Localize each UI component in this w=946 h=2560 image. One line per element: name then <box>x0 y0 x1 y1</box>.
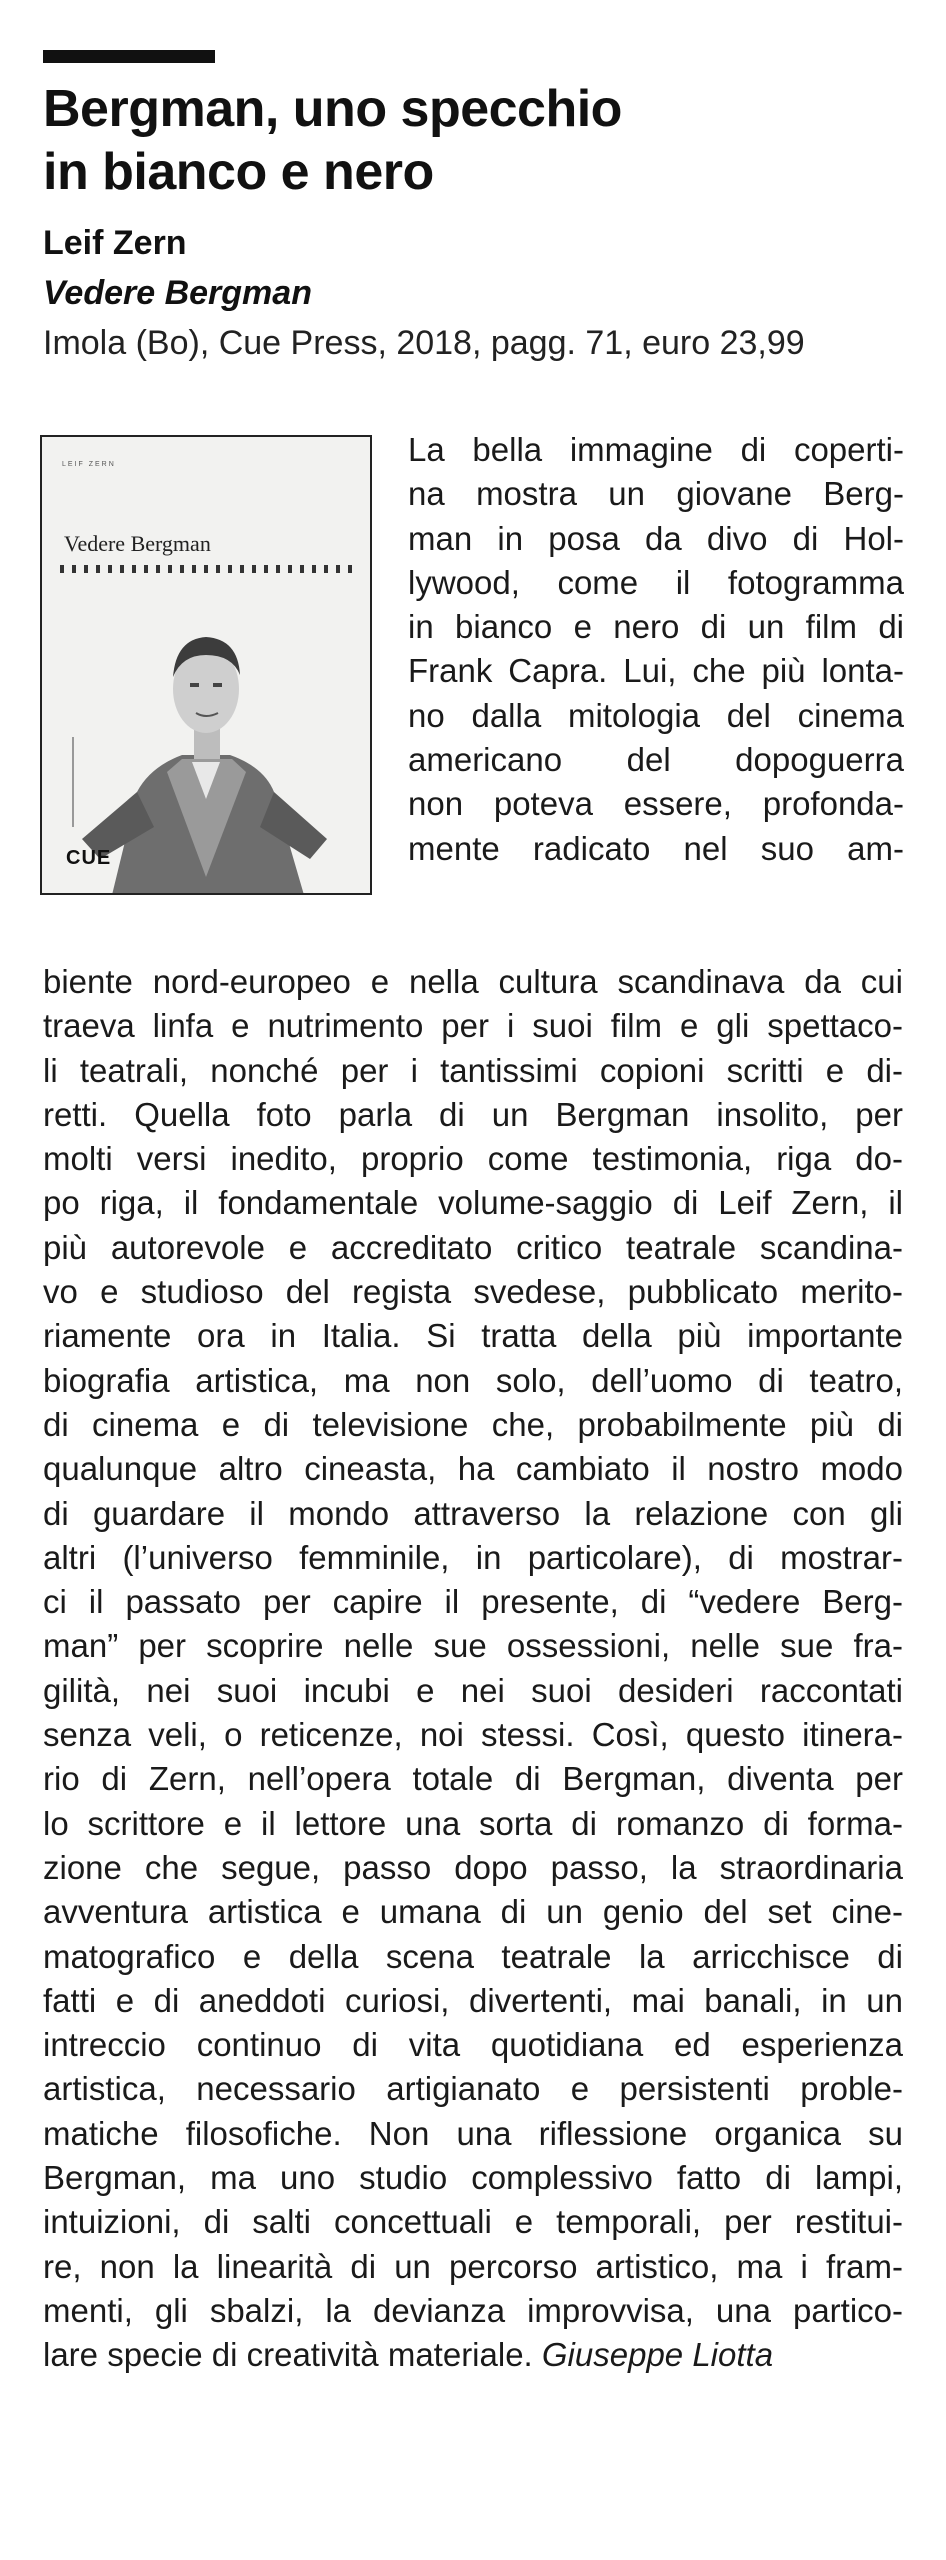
body-line: ci il passato per capire il presente, di “vedere Berg- <box>43 1583 903 1621</box>
body-line: fatti e di aneddoti curiosi, divertenti, mai banali, in un <box>43 1981 903 2019</box>
body-line: senza veli, o reticenze, noi stessi. Così, questo itinera- <box>43 1716 903 1754</box>
title-line-2: in bianco e nero <box>43 143 434 201</box>
article-body-narrow <box>408 428 904 871</box>
body-line: na mostra un giovane Berg- <box>408 475 904 513</box>
cover-decoration <box>60 565 360 573</box>
title-line-1: Bergman, uno specchio <box>43 80 622 138</box>
body-line: mente radicato nel suo am- <box>408 829 904 867</box>
body-line: non poteva essere, profonda- <box>408 785 904 823</box>
cover-author-text: LEIF ZERN <box>62 461 116 468</box>
body-line: no dalla mitologia del cinema <box>408 696 904 734</box>
body-line: matografico e della scena teatrale la arricchisce di <box>43 1937 903 1975</box>
cover-spine-line <box>72 737 74 827</box>
body-line: li teatrali, nonché per i tantissimi copioni scritti e di- <box>43 1051 903 1089</box>
book-title: Vedere Bergman <box>43 274 312 312</box>
body-line: Bergman, ma uno studio complessivo fatto di lampi, <box>43 2159 903 2197</box>
section-rule <box>43 50 215 63</box>
body-line: artistica, necessario artigianato e persistenti proble- <box>43 2070 903 2108</box>
body-line: intuizioni, di salti concettuali e temporali, per restitui- <box>43 2203 903 2241</box>
body-line: vo e studioso del regista svedese, pubblicato merito- <box>43 1273 903 1311</box>
body-line: altri (l’universo femminile, in particolare), di mostrar- <box>43 1538 903 1576</box>
body-line: intreccio continuo di vita quotidiana ed esperienza <box>43 2026 903 2064</box>
body-line: man” per scoprire nelle sue ossessioni, nelle sue fra- <box>43 1627 903 1665</box>
body-line: biografia artistica, ma non solo, dell’uomo di teatro, <box>43 1361 903 1399</box>
cover-title: Vedere Bergman <box>64 531 211 556</box>
body-line: lywood, come il fotogramma <box>408 563 904 601</box>
publication-info: Imola (Bo), Cue Press, 2018, pagg. 71, euro 23,99 <box>43 324 805 362</box>
article-title <box>43 78 923 204</box>
article-body-wide <box>43 960 903 2378</box>
body-line: lo scrittore e il lettore una sorta di romanzo di forma- <box>43 1804 903 1842</box>
body-line: di guardare il mondo attraverso la relazione con gli <box>43 1494 903 1532</box>
body-line: menti, gli sbalzi, la devianza improvvisa, una partico- <box>43 2291 903 2329</box>
body-line: avventura artistica e umana di un genio del set cine- <box>43 1893 903 1931</box>
body-line: matiche filosofiche. Non una riflessione organica su <box>43 2114 903 2152</box>
body-line: re, non la linearità di un percorso artistico, ma i fram- <box>43 2247 903 2285</box>
body-line: riamente ora in Italia. Si tratta della più importante <box>43 1317 903 1355</box>
body-line: lare specie di creatività materiale. <box>43 2336 542 2374</box>
body-line: po riga, il fondamentale volume-saggio di Leif Zern, il <box>43 1184 903 1222</box>
body-line: biente nord-europeo e nella cultura scandinava da cui <box>43 963 903 1000</box>
book-author: Leif Zern <box>43 224 187 262</box>
body-line: più autorevole e accreditato critico teatrale scandina- <box>43 1228 903 1266</box>
body-line: rio di Zern, nell’opera totale di Bergman, diventa per <box>43 1760 903 1798</box>
body-line: molti versi inedito, proprio come testimonia, riga do- <box>43 1140 903 1178</box>
body-line: zione che segue, passo dopo passo, la straordinaria <box>43 1848 903 1886</box>
body-line: man in posa da divo di Hol- <box>408 519 904 557</box>
publisher-logo: CUE <box>66 847 112 869</box>
body-line: in bianco e nero di un film di <box>408 608 904 646</box>
body-line: di cinema e di televisione che, probabilmente più di <box>43 1405 903 1443</box>
body-line: gilità, nei suoi incubi e nei suoi desideri raccontati <box>43 1671 903 1709</box>
book-cover-image <box>40 435 372 895</box>
body-line: americano del dopoguerra <box>408 741 904 779</box>
body-line: retti. Quella foto parla di un Bergman insolito, per <box>43 1095 903 1133</box>
body-line: qualunque altro cineasta, ha cambiato il nostro modo <box>43 1450 903 1488</box>
body-line: traeva linfa e nutrimento per i suoi film e gli spettaco- <box>43 1007 903 1045</box>
body-last-line <box>43 2333 903 2377</box>
review-signature: Giuseppe Liotta <box>541 2336 774 2374</box>
body-line: La bella immagine di coperti- <box>408 431 904 468</box>
body-line: Frank Capra. Lui, che più lonta- <box>408 652 904 690</box>
